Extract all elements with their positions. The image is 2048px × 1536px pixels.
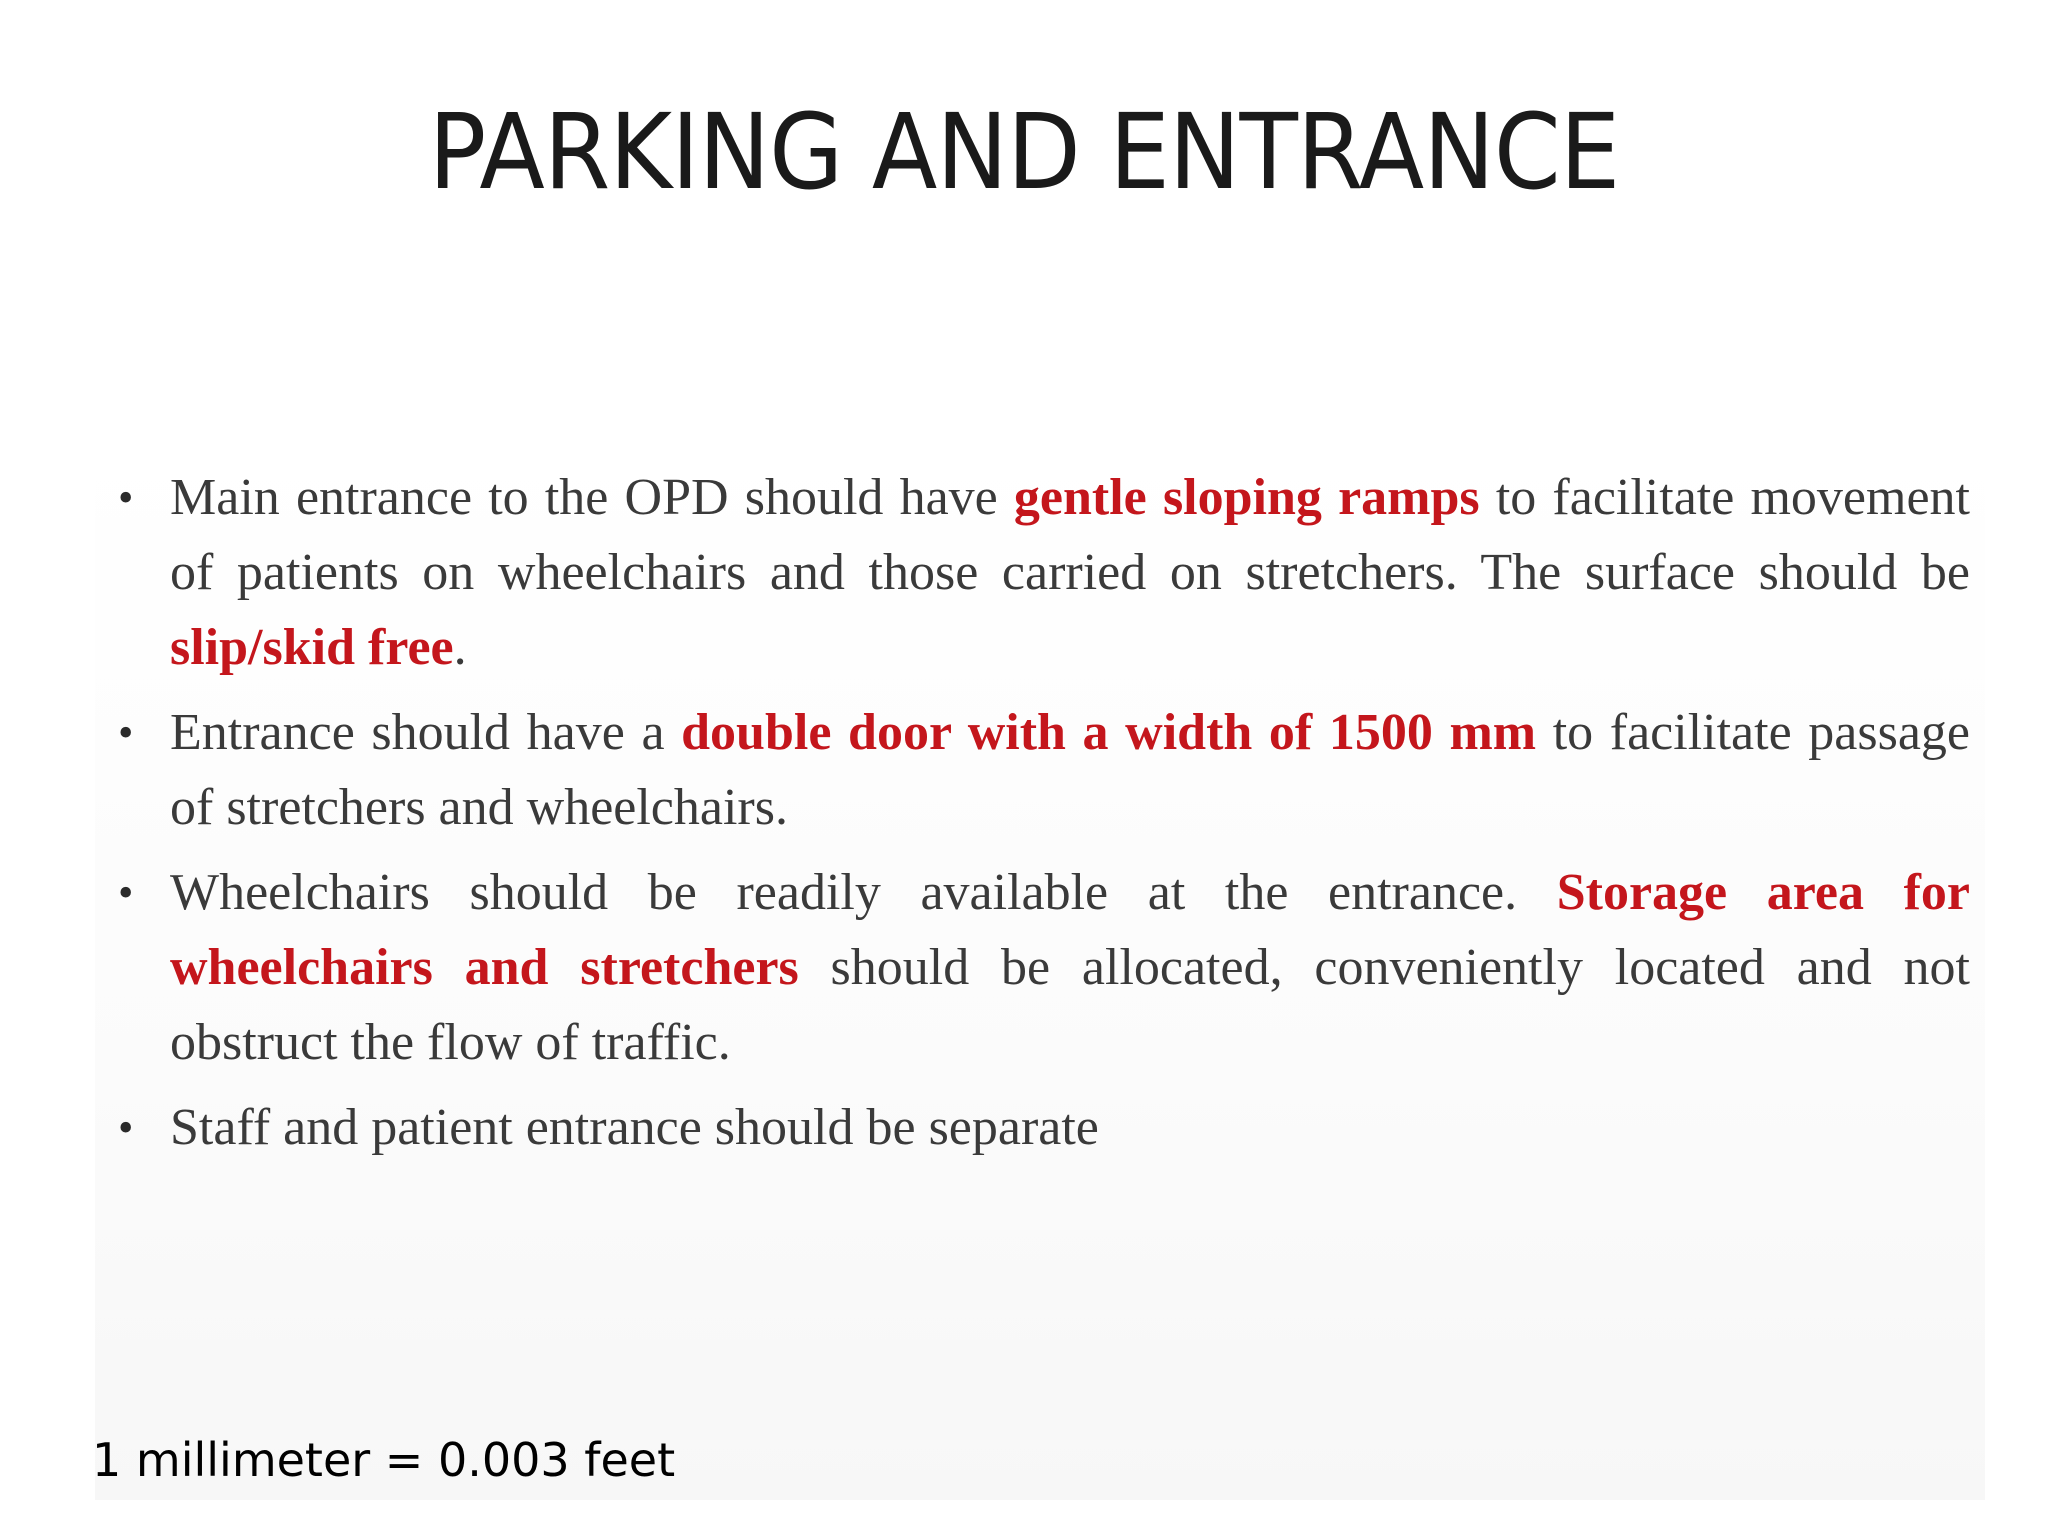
bullet-highlight: Storage area for wheelchairs and stretchers [170, 864, 1970, 996]
bullet-dot-icon: • [118, 708, 134, 757]
bullet-text: should be allocated, conveniently located and not obstruct the flow of traffic. [170, 939, 1971, 1071]
bullet-item [110, 1090, 1970, 1165]
bullet-dot-icon: • [118, 868, 134, 917]
bullet-text: Main entrance to the OPD should have [170, 469, 1014, 526]
bullet-item [110, 695, 1970, 845]
bullet-text: Entrance should have a [170, 704, 682, 761]
bullet-text: . [453, 619, 467, 676]
bullet-list [110, 460, 1970, 1175]
bullet-item [110, 855, 1970, 1080]
conversion-note: 1 millimeter = 0.003 feet [92, 1433, 676, 1487]
bullet-dot-icon: • [118, 1103, 134, 1152]
bullet-text: to facilitate passage of stretchers and wheelchairs. [170, 704, 1970, 836]
bullet-item [110, 460, 1970, 685]
bullet-highlight: double door with a width of 1500 mm [681, 704, 1537, 761]
bullet-text: to facilitate movement of patients on wheelchairs and those carried on stretchers. The surface should be [170, 469, 1970, 601]
bullet-text: Staff and patient entrance should be separate [170, 1099, 1099, 1156]
bullet-text: Wheelchairs should be readily available at the entrance. [170, 864, 1557, 921]
bullet-highlight: slip/skid free [170, 619, 454, 676]
bullet-highlight: gentle sloping ramps [1013, 469, 1480, 526]
slide-title: PARKING AND ENTRANCE [428, 91, 1620, 213]
bullet-dot-icon: • [118, 473, 134, 522]
